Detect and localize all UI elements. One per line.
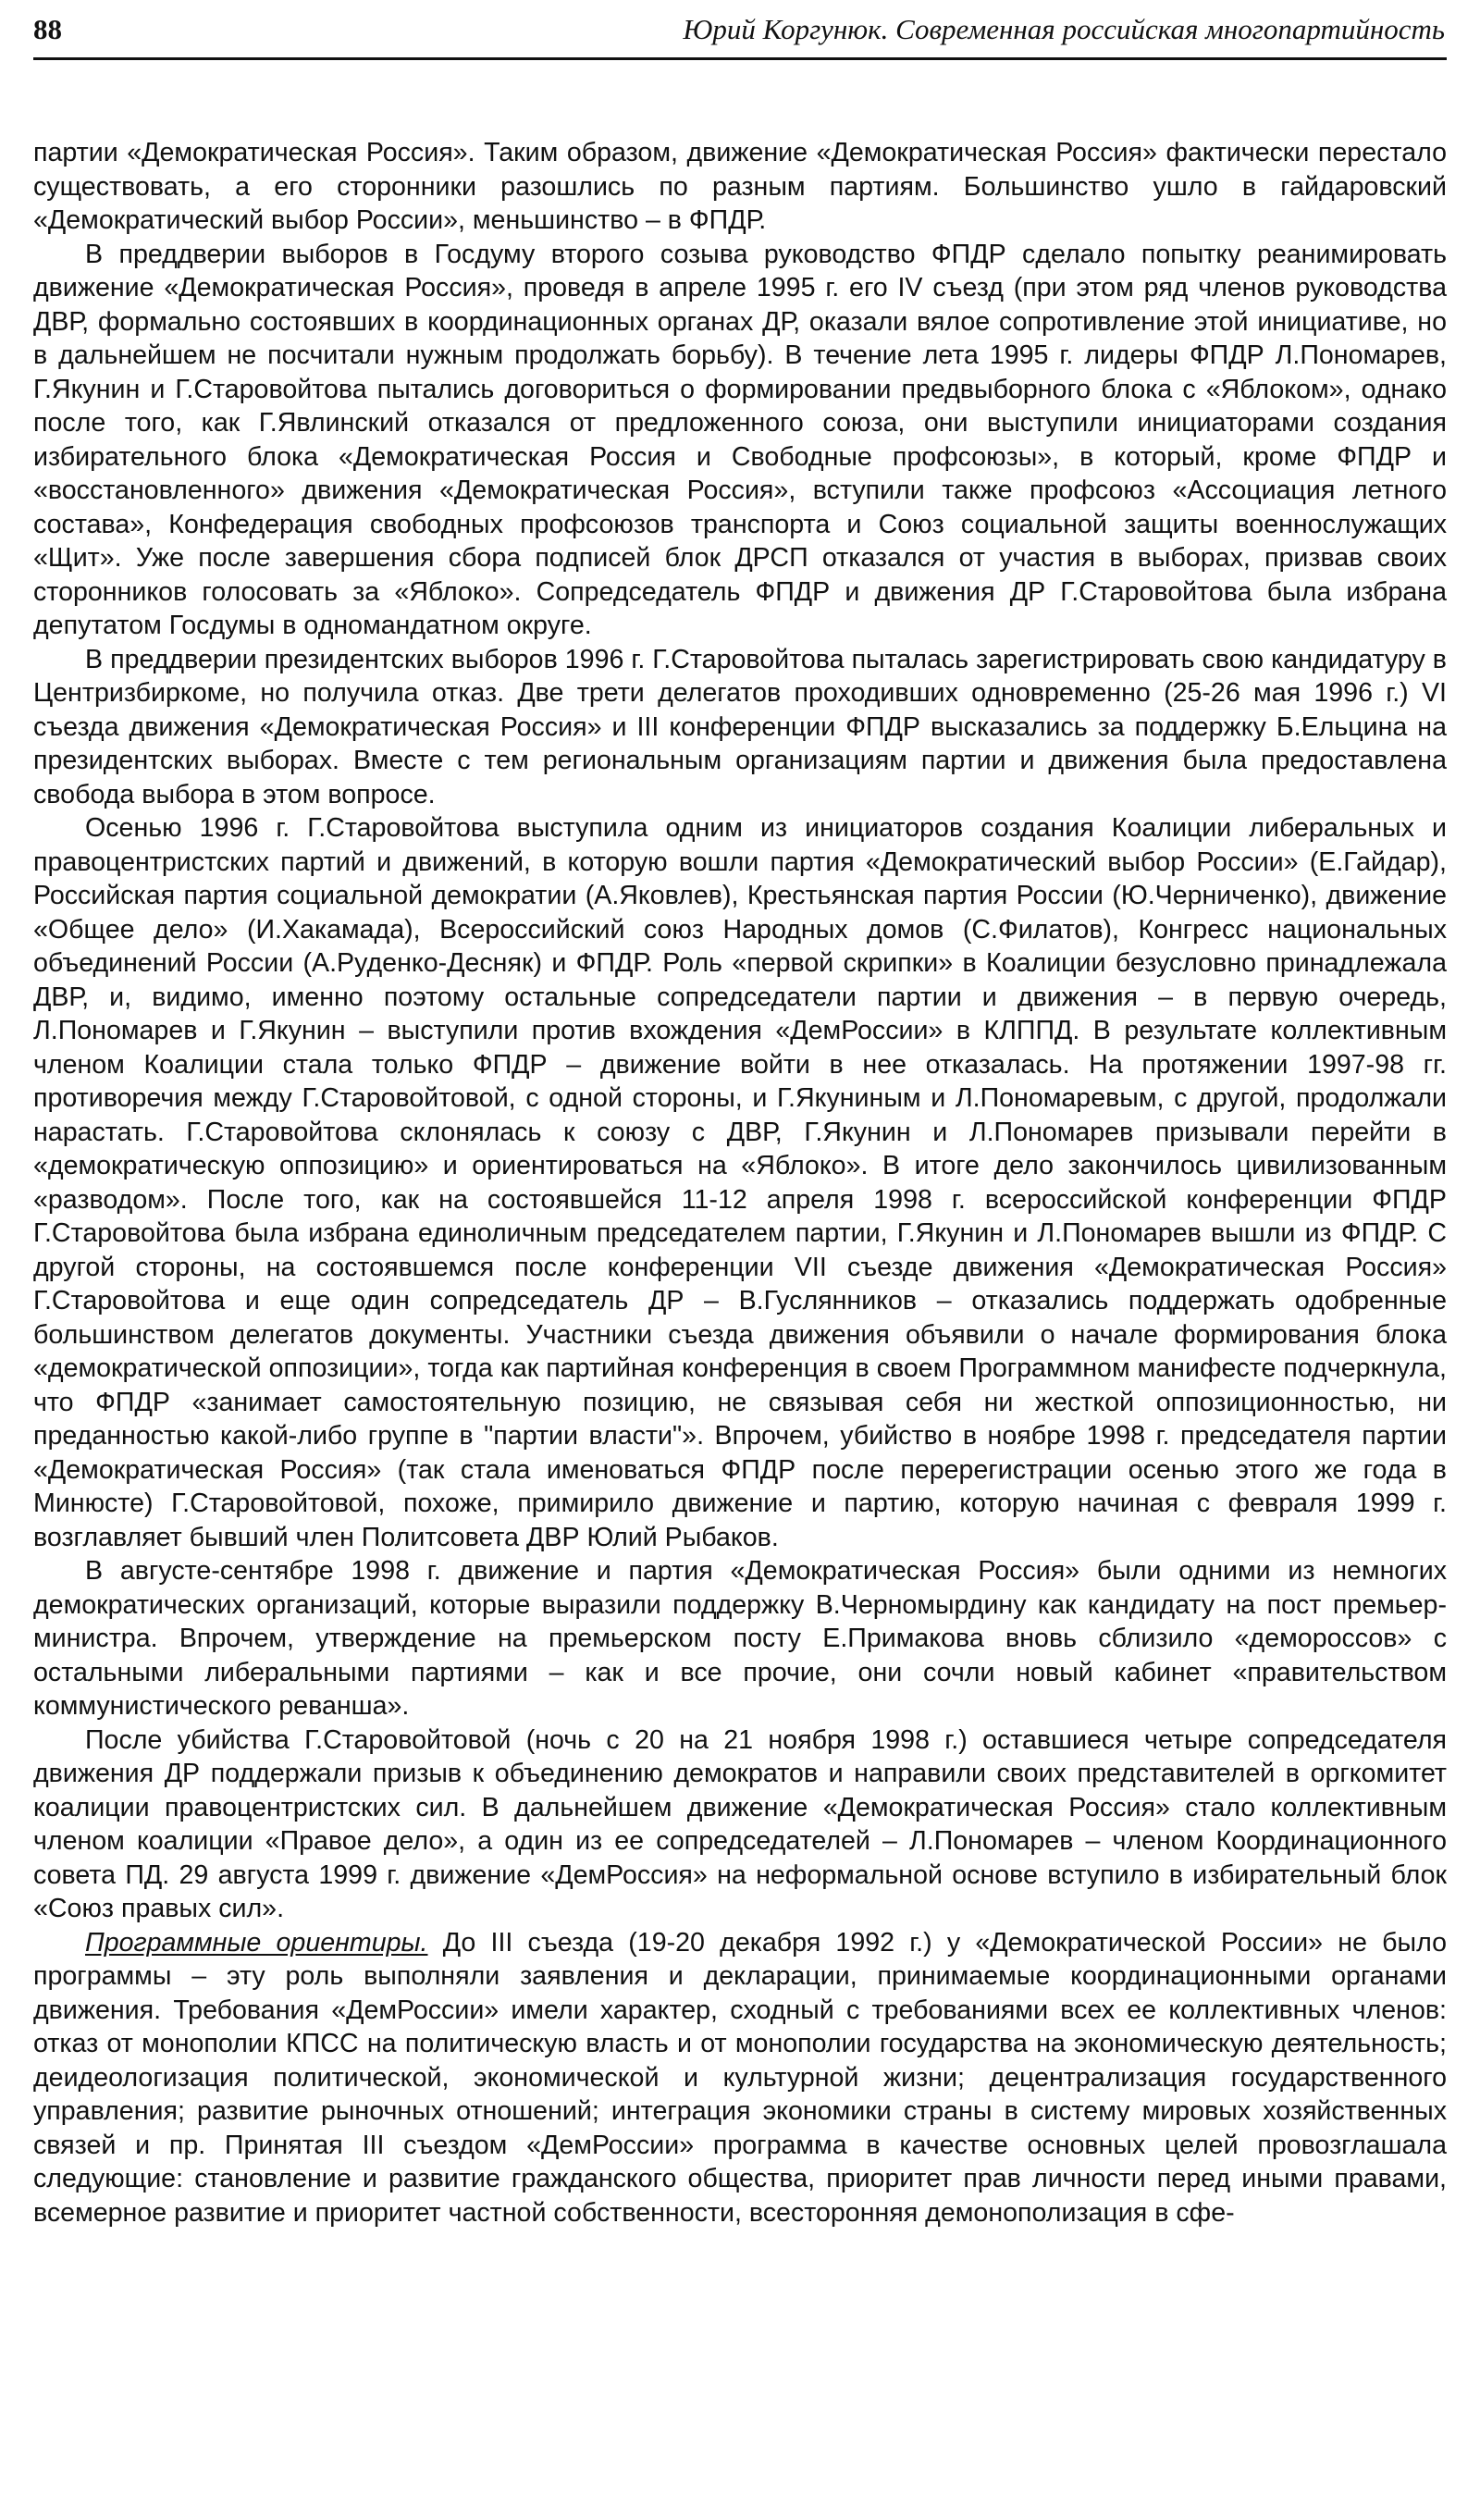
page-header (33, 7, 1447, 60)
paragraph-1: партии «Демократическая Россия». Таким образом, движение «Демократическая Россия» фактически перестало существовать, а его сторонники разошлись по разным партиям. Большинство ушло в гайдаровский «Демократический выбор России», меньшинство – в ФПДР. (33, 138, 1447, 235)
section-heading-program: Программные ориентиры. (85, 1927, 428, 1958)
paragraph-3: В преддверии президентских выборов 1996 г. Г.Старовойтова пыталась зарегистрировать свою кандидатуру в Центризбиркоме, но получила отказ. Две трети делегатов проходивших одновременно (25-26 мая 1996 г.) VI съезда движения «Демократическая Россия» и III конференции ФПДР высказались за поддержку Б.Ельцина на президентских выборах. Вместе с тем региональным организациям партии и движения была предоставлена свобода выбора в этом вопросе. (33, 644, 1447, 809)
paragraph-7 (33, 1926, 1447, 2230)
paragraph-2: В преддверии выборов в Госдуму второго созыва руководство ФПДР сделало попытку реанимировать движение «Демократическая Россия», проведя в апреле 1995 г. его IV съезд (при этом ряд членов руководства ДВР, формально состоявших в координационных органах ДР, оказали вялое сопротивление этой инициативе, но в дальнейшем не посчитали нужным продолжать борьбу). В течение лета 1995 г. лидеры ФПДР Л.Пономарев, Г.Якунин и Г.Старовойтова пытались договориться о формировании предвыборного блока с «Яблоком», однако после того, как Г.Явлинский отказался от предложенного союза, они выступили инициаторами создания избирательного блока «Демократическая Россия и Свободные профсоюзы», в который, кроме ФПДР и «восстановленного» движения «Демократическая Россия», вступили также профсоюз «Ассоциация летного состава», Конфедерация свободных профсоюзов транспорта и Союз социальной защиты военнослужащих «Щит». Уже после завершения сбора подписей блок ДРСП отказался от участия в выборах, призвав своих сторонников голосовать за «Яблоко». Сопредседатель ФПДР и движения ДР Г.Старовойтова была избрана депутатом Госдумы в одномандатном округе. (33, 239, 1447, 640)
running-head: Юрий Коргунюк. Современная российская многопартийность (683, 13, 1445, 45)
book-page (33, 0, 1447, 2230)
paragraph-6: После убийства Г.Старовойтовой (ночь с 20 на 21 ноября 1998 г.) оставшиеся четыре сопредседателя движения ДР поддержали призыв к объединению демократов и направили своих представителей в оргкомитет коалиции правоцентристских сил. В дальнейшем движение «Демократическая Россия» стало коллективным членом коалиции «Правое дело», а один из ее сопредседателей – Л.Пономарев – членом Координационного совета ПД. 29 августа 1999 г. движение «ДемРоссия» на неформальной основе вступило в избирательный блок «Союз правых сил». (33, 1724, 1447, 1923)
paragraph-7-text: До III съезда (19-20 декабря 1992 г.) у «Демократической России» не было программы – эту роль выполняли заявления и декларации, принимаемые координационными органами движения. Требования «ДемРоссии» имели характер, сходный с требованиями всех ее коллективных членов: отказ от монополии КПСС на политическую власть и от монополии государства на экономическую деятельность; деидеологизация политической, экономической и культурной жизни; децентрализация государственного управления; развитие рыночных отношений; интеграция экономики страны в систему мировых хозяйственных связей и пр. Принятая III съездом «ДемРоссии» программа в качестве основных целей провозглашала следующие: становление и развитие гражданского общества, приоритет прав личности перед иными правами, всемерное развитие и приоритет частной собственности, всесторонняя демонополизация в сфе- (33, 1927, 1447, 2228)
page-number: 88 (33, 13, 62, 45)
paragraph-5: В августе-сентябре 1998 г. движение и партия «Демократическая Россия» были одними из немногих демократических организаций, которые выразили поддержку В.Черномырдину как кандидату на пост премьер-министра. Впрочем, утверждение на премьерском посту Е.Примакова вновь сблизило «демороссов» с остальными либеральными партиями – как и все прочие, они сочли новый кабинет «правительством коммунистического реванша». (33, 1556, 1447, 1721)
main-text (33, 136, 1447, 2230)
paragraph-4: Осенью 1996 г. Г.Старовойтова выступила одним из инициаторов создания Коалиции либеральных и правоцентристских партий и движений, в которую вошли партия «Демократический выбор России» (Е.Гайдар), Российская партия социальной демократии (А.Яковлев), Крестьянская партия России (Ю.Черниченко), движение «Общее дело» (И.Хакамада), Всероссийский союз Народных домов (С.Филатов), Конгресс национальных объединений России (А.Руденко-Десняк) и ФПДР. Роль «первой скрипки» в Коалиции безусловно принадлежала ДВР, и, видимо, именно поэтому остальные сопредседатели партии и движения – в первую очередь, Л.Пономарев и Г.Якунин – выступили против вхождения «ДемРоссии» в КЛППД. В результате коллективным членом Коалиции стала только ФПДР – движение войти в нее отказалась. На протяжении 1997-98 гг. противоречия между Г.Старовойтовой, с одной стороны, и Г.Якуниным и Л.Пономаревым, с другой, продолжали нарастать. Г.Старовойтова склонялась к союзу с ДВР, Г.Якунин и Л.Пономарев призывали перейти в «демократическую оппозицию» и ориентироваться на «Яблоко». В итоге дело закончилось цивилизованным «разводом». После того, как на состоявшейся 11-12 апреля 1998 г. всероссийской конференции ФПДР Г.Старовойтова была избрана единоличным председателем партии, Г.Якунин и Л.Пономарев вышли из ФПДР. С другой стороны, на состоявшемся после конференции VII съезде движения «Демократическая Россия» Г.Старовойтова и еще один сопредседатель ДР – В.Гуслянников – отказались поддержать одобренные большинством делегатов документы. Участники съезда движения объявили о начале формирования блока «демократической оппозиции», тогда как партийная конференция в своем Программном манифесте подчеркнула, что ФПДР «занимает самостоятельную позицию, не связывая себя ни жесткой оппозиционностью, ни преданностью какой-либо группе в "партии власти"». Впрочем, убийство в ноябре 1998 г. председателя партии «Демократическая Россия» (так стала именоваться ФПДР после перерегистрации осенью этого же года в Минюсте) Г.Старовойтовой, похоже, примирило движение и партию, которую начиная с февраля 1999 г. возглавляет бывший член Политсовета ДВР Юлий Рыбаков. (33, 813, 1447, 1552)
